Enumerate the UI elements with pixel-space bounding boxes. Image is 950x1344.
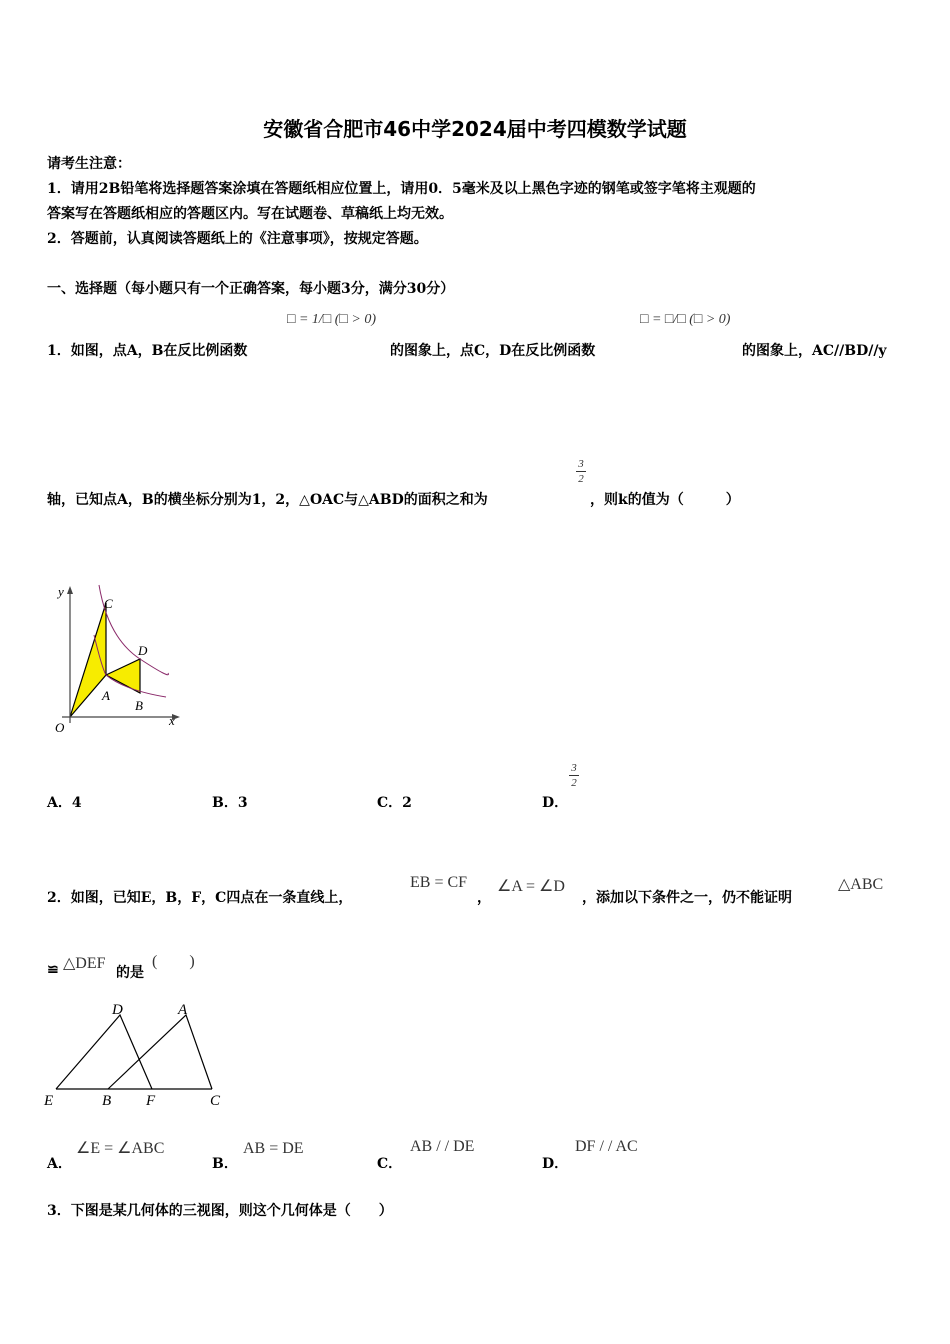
q1-option-d-numerator: 3	[571, 762, 577, 774]
q2-comma: ，	[477, 890, 491, 906]
q1-text-part3: 的图象上，AC//BD//y	[742, 343, 887, 359]
q1-option-d[interactable]: D．	[542, 795, 569, 811]
q1-label-b: B	[135, 698, 143, 713]
q1-option-c[interactable]: C．2	[377, 795, 412, 811]
q2-option-d[interactable]: D．	[542, 1156, 569, 1172]
q3-text: 3．下图是某几何体的三视图，则这个几何体是（ ）	[47, 1203, 393, 1219]
q2-option-c-math: AB / / DE	[410, 1138, 475, 1155]
q2-option-a-math: ∠E = ∠ABC	[76, 1140, 165, 1157]
q2-text-part2: ，添加以下条件之一，仍不能证明	[582, 890, 792, 906]
q1-function-1: □ = 1/□ (□ > 0)	[287, 312, 376, 327]
q1-option-a[interactable]: A．4	[47, 795, 82, 811]
q1-figure	[44, 580, 189, 740]
q2-option-b-math: AB = DE	[243, 1140, 304, 1157]
q2-condition-2: ∠A = ∠D	[497, 878, 565, 895]
q2-label-a: A	[178, 1002, 188, 1018]
q2-figure	[40, 996, 230, 1111]
q1-option-d-denominator: 2	[571, 777, 577, 789]
q2-triangle-def: △DEF	[63, 955, 106, 972]
q1-label-a: A	[102, 688, 110, 703]
q2-label-c: C	[210, 1093, 221, 1109]
q1-label-x: x	[169, 713, 175, 728]
q1-triangle-abd	[106, 659, 140, 693]
q2-answer-paren: ( )	[152, 953, 195, 970]
q2-label-e: E	[44, 1093, 54, 1109]
page-title: 安徽省合肥市46中学2024届中考四模数学试题	[263, 117, 687, 141]
q2-congruent-sign: ≌	[47, 962, 59, 978]
q2-label-d: D	[112, 1002, 123, 1018]
q1-label-y: y	[58, 584, 64, 599]
notice-line-1b: 答案写在答题纸相应的答题区内。写在试题卷、草稿纸上均无效。	[47, 206, 453, 222]
q2-label-f: F	[146, 1093, 156, 1109]
q2-text-part3: 的是	[116, 965, 144, 981]
q2-triangle-abc: △ABC	[838, 876, 884, 893]
q1-option-b[interactable]: B．3	[212, 795, 248, 811]
q1-label-o: O	[55, 720, 65, 735]
q1-fraction-denominator: 2	[578, 473, 584, 485]
q1-option-d-bar	[569, 775, 579, 776]
q1-text-line2-end: ，则k的值为（ ）	[590, 492, 740, 508]
q1-function-2: □ = □/□ (□ > 0)	[640, 312, 731, 327]
section-heading: 一、选择题（每小题只有一个正确答案，每小题3分，满分30分）	[47, 281, 455, 297]
q2-option-d-math: DF / / AC	[575, 1138, 638, 1155]
q2-option-b[interactable]: B．	[212, 1156, 238, 1172]
q2-condition-1: EB = CF	[410, 874, 468, 891]
q1-label-c: C	[104, 596, 113, 611]
q2-text-part1: 2．如图，已知E，B，F，C四点在一条直线上，	[47, 890, 353, 906]
q2-option-a[interactable]: A．	[47, 1156, 72, 1172]
q1-y-arrow	[67, 586, 73, 594]
q1-fraction	[574, 458, 588, 485]
q2-option-c[interactable]: C．	[377, 1156, 403, 1172]
q2-triangle-def	[56, 1015, 152, 1089]
q1-label-d: D	[138, 643, 148, 658]
q1-text-part1: 1．如图，点A，B在反比例函数	[47, 343, 248, 359]
q2-label-b: B	[102, 1093, 112, 1109]
q2-triangle-abc	[108, 1015, 212, 1089]
notice-line-1a: 1．请用2B铅笔将选择题答案涂填在答题纸相应位置上，请用0．5毫米及以上黑色字迹的钢笔或签字笔将主观题的	[47, 181, 756, 197]
q1-fraction-bar	[576, 471, 586, 472]
q1-option-d-fraction	[567, 762, 581, 789]
q1-fraction-numerator: 3	[578, 458, 584, 470]
q1-text-part2: 的图象上，点C，D在反比例函数	[390, 343, 596, 359]
q1-text-line2: 轴，已知点A，B的横坐标分别为1，2，△OAC与△ABD的面积之和为	[47, 492, 488, 508]
notice-line-2: 2．答题前，认真阅读答题纸上的《注意事项》，按规定答题。	[47, 231, 428, 247]
notice-heading: 请考生注意：	[47, 156, 131, 172]
